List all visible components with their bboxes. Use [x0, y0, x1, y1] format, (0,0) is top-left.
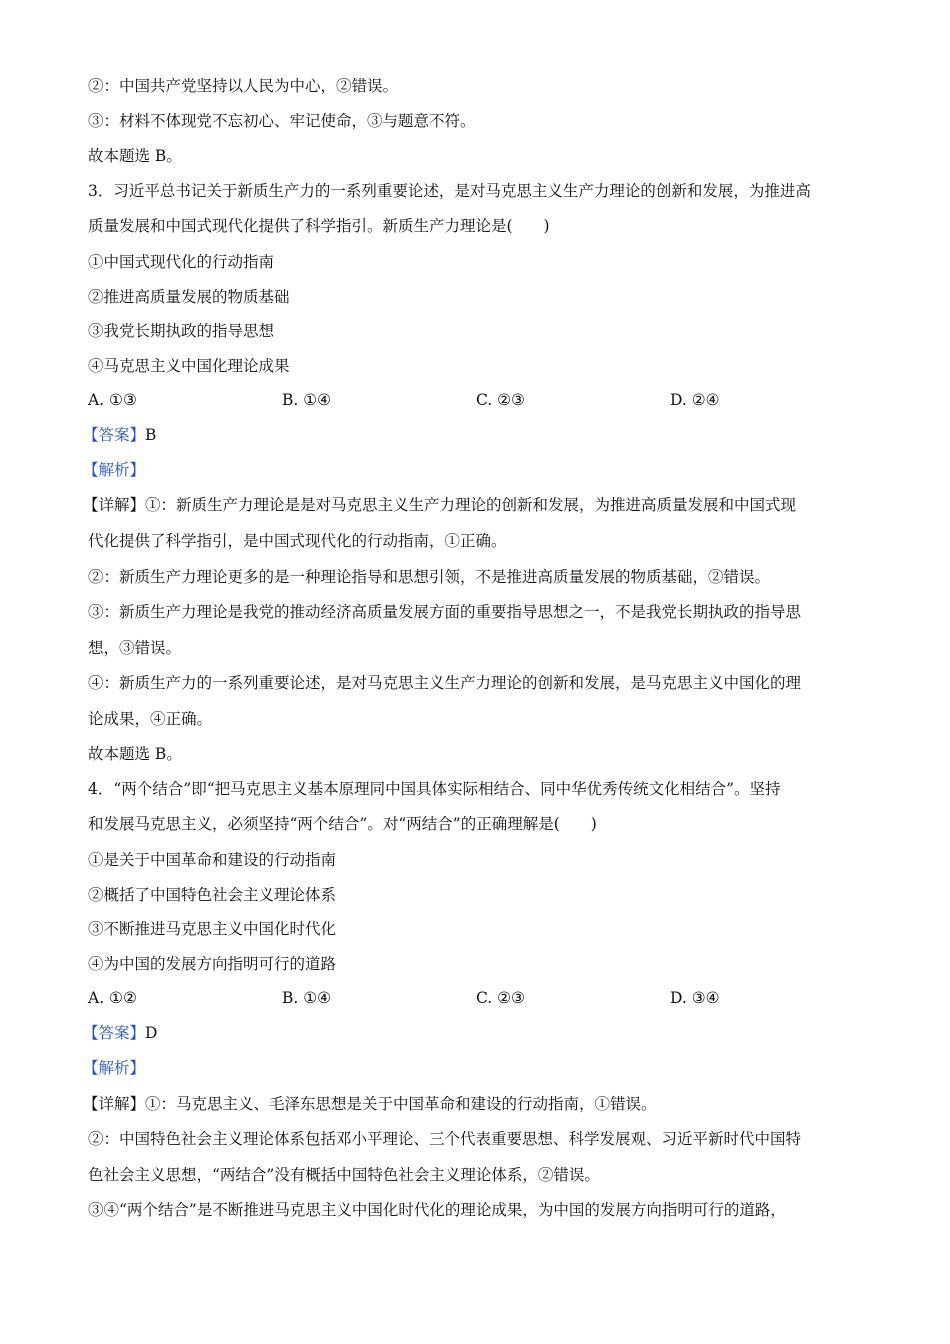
question-3-option-b: B. ①④	[282, 391, 332, 409]
question-4-item: ①是关于中国革命和建设的行动指南	[88, 851, 337, 869]
detail-tag: 【详解】	[83, 496, 146, 514]
question-3-option-d: D. ②④	[670, 391, 720, 409]
detail-text: ①：新质生产力理论是是对马克思主义生产力理论的创新和发展，为推进高质量发展和中国式现	[145, 496, 797, 514]
question-4-detail	[83, 1093, 657, 1115]
conclusion-line: 故本题选 B。	[88, 147, 182, 165]
question-4-item: ②概括了中国特色社会主义理论体系	[88, 886, 337, 904]
answer-tag: 【答案】	[83, 426, 146, 444]
question-4-option-d: D. ③④	[670, 989, 720, 1007]
answer-value: D	[145, 1024, 158, 1042]
analysis-tag: 【解析】	[83, 461, 146, 479]
question-3-item: ③我党长期执政的指导思想	[88, 322, 275, 340]
detail-tag: 【详解】	[83, 1095, 146, 1113]
question-4-stem: 和发展马克思主义，必须坚持“两个结合”。对“两结合”的正确理解是( )	[88, 815, 597, 833]
question-3-option-a: A. ①③	[88, 391, 137, 409]
detail-text: ①：马克思主义、毛泽东思想是关于中国革命和建设的行动指南，①错误。	[145, 1095, 657, 1113]
question-4-analysis-tag	[83, 1057, 145, 1079]
text-line: ②：中国共产党坚持以人民为中心，②错误。	[88, 77, 399, 95]
answer-tag: 【答案】	[83, 1024, 146, 1042]
analysis-tag: 【解析】	[83, 1059, 146, 1077]
question-3-item: ①中国式现代化的行动指南	[88, 253, 275, 271]
question-3-analysis-tag	[83, 459, 145, 481]
question-4-item: ③不断推进马克思主义中国化时代化	[88, 920, 337, 938]
question-3-item: ②推进高质量发展的物质基础	[88, 288, 290, 306]
question-3-conclusion: 故本题选 B。	[88, 745, 182, 763]
question-3-detail: ②：新质生产力理论更多的是一种理论指导和思想引领，不是推进高质量发展的物质基础，②错误。	[88, 568, 771, 586]
question-4-detail: 色社会主义思想，“两结合”没有概括中国特色社会主义理论体系，②错误。	[88, 1166, 600, 1184]
question-3-detail: 论成果，④正确。	[88, 710, 213, 728]
question-3-detail: 代化提供了科学指引，是中国式现代化的行动指南，①正确。	[88, 532, 507, 550]
question-3-detail: 想，③错误。	[88, 639, 182, 657]
question-3-option-c: C. ②③	[476, 391, 525, 409]
answer-value: B	[145, 426, 157, 444]
question-4-detail: ③④“两个结合”是不断推进马克思主义中国化时代化的理论成果，为中国的发展方向指明可行的道路，	[88, 1201, 786, 1219]
question-4-detail: ②：中国特色社会主义理论体系包括邓小平理论、三个代表重要思想、科学发展观、习近平新时代中国特	[88, 1130, 802, 1148]
question-3-item: ④马克思主义中国化理论成果	[88, 357, 290, 375]
question-4-answer	[83, 1022, 157, 1044]
text-line: ③：材料不体现党不忘初心、牢记使命，③与题意不符。	[88, 112, 476, 130]
question-3-detail: ③：新质生产力理论是我党的推动经济高质量发展方面的重要指导思想之一，不是我党长期执政的指导思	[88, 603, 802, 621]
question-4-item: ④为中国的发展方向指明可行的道路	[88, 955, 337, 973]
question-3-answer	[83, 424, 156, 446]
question-3-detail: ④：新质生产力的一系列重要论述，是对马克思主义生产力理论的创新和发展，是马克思主义中国化的理	[88, 674, 802, 692]
question-3-detail	[83, 494, 796, 516]
question-4-option-b: B. ①④	[282, 989, 332, 1007]
question-3-stem: 3．习近平总书记关于新质生产力的一系列重要论述，是对马克思主义生产力理论的创新和发展，为推进高	[88, 182, 811, 200]
question-4-option-a: A. ①②	[88, 989, 137, 1007]
question-4-option-c: C. ②③	[476, 989, 525, 1007]
question-3-stem: 质量发展和中国式现代化提供了科学指引。新质生产力理论是( )	[88, 217, 550, 235]
question-4-stem: 4．“两个结合”即“把马克思主义基本原理同中国具体实际相结合、同中华优秀传统文化相结合”。坚持	[88, 780, 781, 798]
